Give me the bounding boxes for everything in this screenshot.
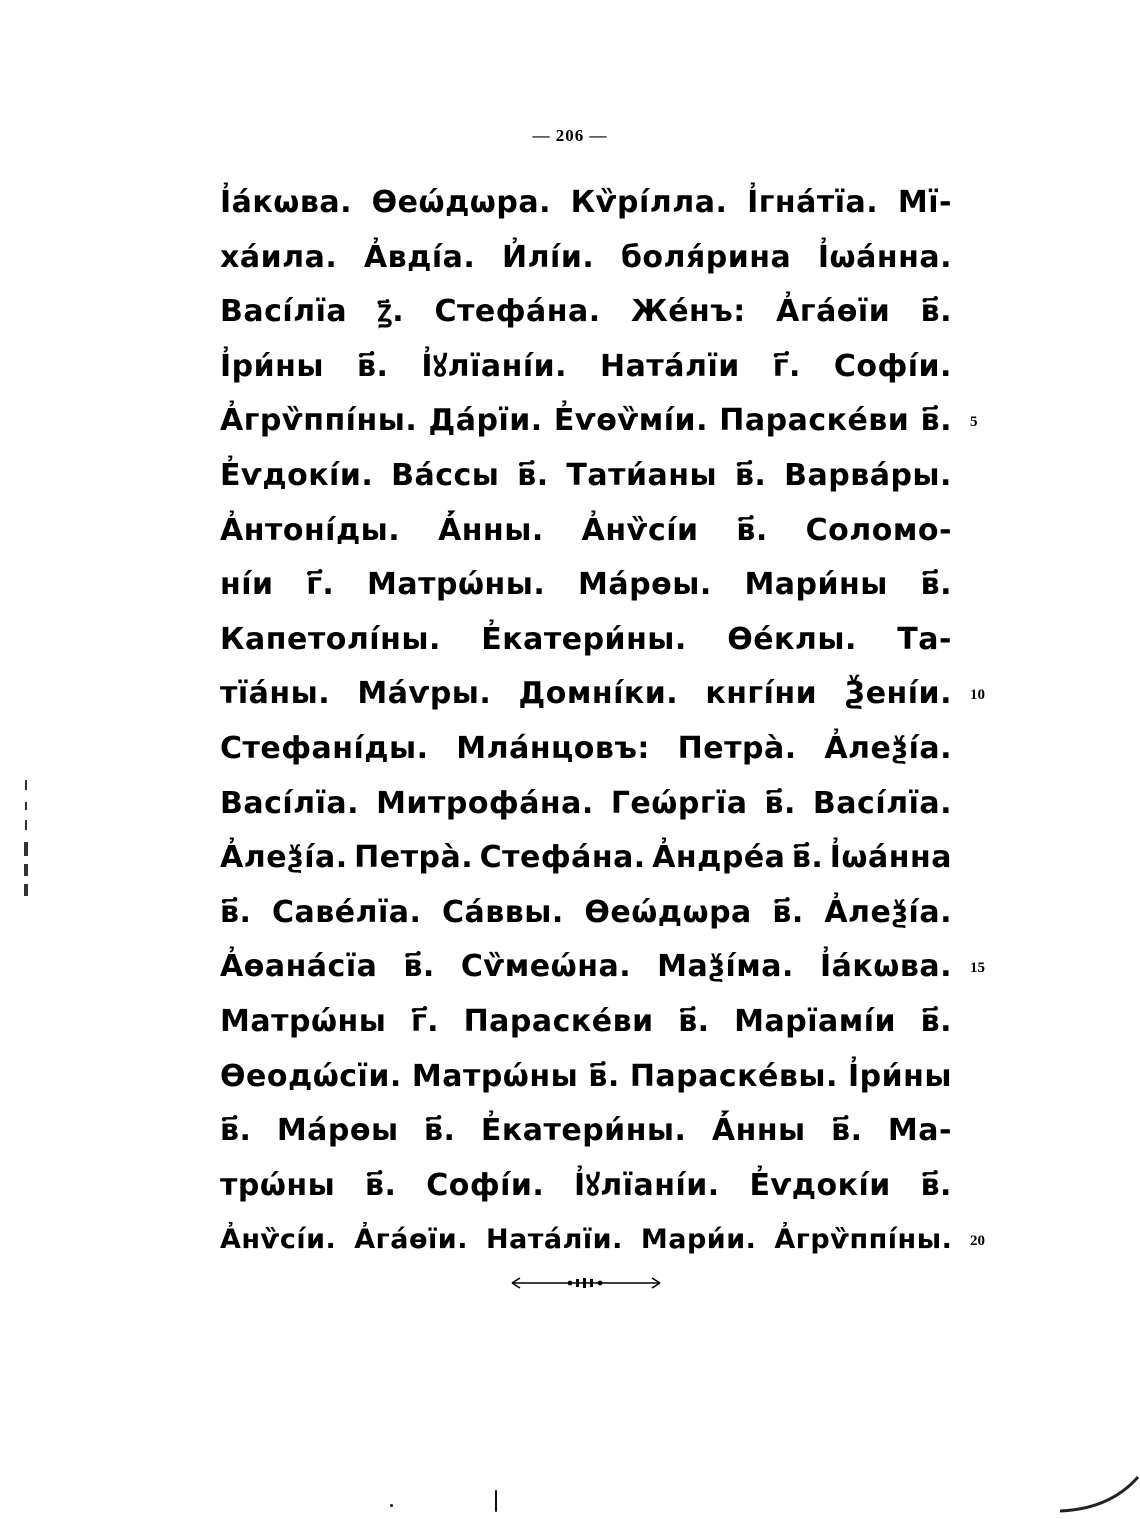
- word: Ма-: [887, 1113, 952, 1149]
- text-line: [220, 449, 952, 504]
- word: Е҆ѵѳѷмі́и.: [553, 403, 708, 439]
- word: Софі́и.: [833, 348, 952, 384]
- word: Соломо-: [805, 512, 952, 548]
- word: Параске́ви: [719, 403, 910, 439]
- word: И҆лі́и.: [501, 239, 595, 275]
- word: Стефа́на.: [434, 294, 601, 330]
- text-line: [220, 1159, 952, 1214]
- line-number: 20: [970, 1233, 985, 1250]
- text-line: [220, 940, 952, 995]
- word: Домні́ки.: [518, 676, 679, 712]
- word: Ѯені́и.: [844, 676, 952, 712]
- word: в҃.: [920, 1003, 952, 1039]
- word: І҆а́кѡва.: [820, 949, 952, 985]
- word: в҃.: [403, 949, 435, 985]
- text-line: [220, 1104, 952, 1159]
- word: в҃.: [736, 512, 768, 548]
- word: Матрѡ́ны.: [367, 567, 546, 603]
- word: Е҆катери́ны.: [480, 1113, 687, 1149]
- line-number: 10: [970, 687, 985, 704]
- word: Е҆ѵдокі́и: [749, 1167, 891, 1203]
- text-line: [220, 831, 952, 886]
- word: Ѳеѡ́дѡра.: [371, 185, 551, 220]
- scan-speck: [390, 1504, 393, 1507]
- word: в҃.: [920, 403, 952, 439]
- word: А҆леѯі́а.: [220, 840, 348, 876]
- word: А҆грѷппі́ны.: [774, 1224, 953, 1256]
- word: Васі́лїа.: [812, 785, 952, 821]
- text-line: [220, 667, 952, 722]
- word: в҃.: [588, 1058, 620, 1094]
- word: Ѳеодѡ́сїи.: [220, 1058, 402, 1094]
- word: Мї-: [897, 185, 952, 220]
- word: Кѷрі́лла.: [570, 185, 728, 220]
- word: Ма́рѳы: [276, 1113, 399, 1149]
- word: Ѳе́клы.: [727, 621, 857, 657]
- word: Тати́аны: [566, 457, 718, 493]
- word: в҃.: [791, 840, 824, 876]
- word: А҆грѷппі́ны.: [220, 403, 418, 439]
- word: Ма́рѳы.: [578, 567, 712, 603]
- word: в҃.: [734, 457, 767, 493]
- word: Е҆ѵдокі́и.: [220, 457, 374, 493]
- word: в҃.: [424, 1113, 456, 1149]
- word: І҆ри́ны: [847, 1058, 952, 1094]
- word: тїа́ны.: [220, 676, 331, 712]
- margin-marks: [22, 780, 30, 910]
- word: в҃.: [220, 1113, 252, 1149]
- word: Ната́лїи.: [485, 1224, 623, 1256]
- word: Млáнцовъ:: [456, 730, 650, 766]
- word: Ма́ѵры.: [357, 676, 492, 712]
- word: Митрофа́на.: [376, 785, 594, 821]
- word: в҃.: [517, 457, 549, 493]
- word: боля́рина: [620, 239, 792, 275]
- word: Маѯі́ма.: [657, 949, 794, 985]
- word: І҆ри́ны: [220, 348, 325, 384]
- word: Сѷмеѡ́на.: [460, 949, 632, 985]
- word: ні́и: [220, 567, 274, 603]
- text-line: [220, 777, 952, 832]
- text-line: [220, 340, 952, 395]
- word: Васі́лїа: [220, 294, 348, 330]
- text-line: [220, 1213, 952, 1268]
- text-line: [220, 394, 952, 449]
- closing-ornament: [510, 1276, 662, 1290]
- word: Та-: [897, 621, 952, 657]
- text-line: [220, 995, 952, 1050]
- text-line: [220, 504, 952, 559]
- word: Геѡ́ргїа: [610, 785, 748, 821]
- word: Софі́и.: [426, 1167, 545, 1203]
- word: Петра̀.: [677, 730, 797, 766]
- word: Петра̀.: [354, 840, 474, 876]
- word: А҆га́ѳїи: [776, 294, 891, 330]
- word: кнгі́ни: [705, 676, 818, 712]
- word: Саве́лїа.: [271, 894, 422, 930]
- word: г҃.: [410, 1003, 440, 1039]
- word: А҆́нны: [711, 1113, 806, 1149]
- word: Варва́ры.: [784, 457, 952, 493]
- text-line: [220, 231, 952, 286]
- word: І҆ꙋлїані́и.: [421, 348, 568, 384]
- word: в҃.: [678, 1003, 710, 1039]
- word: в҃.: [772, 894, 804, 930]
- word: г҃.: [772, 348, 801, 384]
- text-line: [220, 613, 952, 668]
- word: А҆га́ѳїи.: [354, 1224, 468, 1256]
- word: А҆ндре́а: [652, 840, 786, 876]
- word: в҃.: [831, 1113, 863, 1149]
- page-number: — 206 —: [532, 126, 608, 145]
- word: Параске́вы.: [629, 1058, 838, 1094]
- text-line: [220, 558, 952, 613]
- word: Стефа́на.: [479, 840, 646, 876]
- word: Мари́и.: [640, 1224, 757, 1256]
- word: г҃.: [306, 567, 335, 603]
- word: Да́рїи.: [428, 403, 543, 439]
- word: в҃.: [357, 348, 389, 384]
- word: в҃.: [220, 894, 252, 930]
- word: Матрѡ́ны: [411, 1058, 579, 1094]
- word: І҆а́кѡва.: [220, 185, 352, 220]
- word: ха́ила.: [220, 239, 338, 275]
- word: Капетолі́ны.: [220, 621, 441, 657]
- word: Ва́ссы: [391, 457, 500, 493]
- word: Стефані́ды.: [220, 730, 429, 766]
- word: Е҆катери́ны.: [481, 621, 687, 657]
- word: А҆́нны.: [438, 512, 544, 548]
- word: Марїамі́и: [734, 1003, 897, 1039]
- word: Са́ввы.: [442, 894, 564, 930]
- word: І҆гна́тїа.: [747, 185, 879, 220]
- text-line: [220, 722, 952, 777]
- word: в҃.: [920, 567, 952, 603]
- word: трѡ́ны: [220, 1167, 336, 1203]
- text-line: [220, 1050, 952, 1105]
- word: ꙁ҃.: [377, 294, 405, 330]
- word: Ѳеѡ́дѡра: [584, 894, 752, 930]
- text-line: [220, 886, 952, 941]
- word: Же́нъ:: [630, 294, 746, 330]
- word: А҆нтоні́ды.: [220, 512, 401, 548]
- word: в҃.: [920, 294, 952, 330]
- word: А҆ѳана́сїа: [220, 949, 378, 985]
- text-line: [220, 285, 952, 340]
- word: А҆нѷсі́и.: [220, 1224, 337, 1256]
- word: І҆ѡа́нна: [829, 840, 952, 876]
- line-number: 5: [970, 414, 978, 431]
- scan-speck: [495, 1490, 497, 1512]
- word: в҃.: [920, 1167, 952, 1203]
- word: І҆ѡа́нна.: [817, 239, 952, 275]
- word: А҆вді́а.: [363, 239, 476, 275]
- word: Матрѡ́ны: [220, 1003, 387, 1039]
- scan-edge-shadow: [1060, 1469, 1140, 1519]
- word: А҆леѯі́а.: [824, 894, 952, 930]
- word: Ната́лїи: [600, 348, 740, 384]
- word: Мари́ны: [744, 567, 888, 603]
- word: в҃.: [365, 1167, 397, 1203]
- text-line: [220, 176, 952, 231]
- word: А҆леѯі́а.: [824, 730, 952, 766]
- word: Параске́ви: [463, 1003, 654, 1039]
- word: І҆ꙋлїані́и.: [574, 1167, 720, 1203]
- word: в҃.: [764, 785, 796, 821]
- text-body: [220, 176, 952, 1268]
- line-number: 15: [970, 960, 985, 977]
- word: А҆нѷсі́и: [581, 512, 699, 548]
- word: Васі́лїа.: [220, 785, 360, 821]
